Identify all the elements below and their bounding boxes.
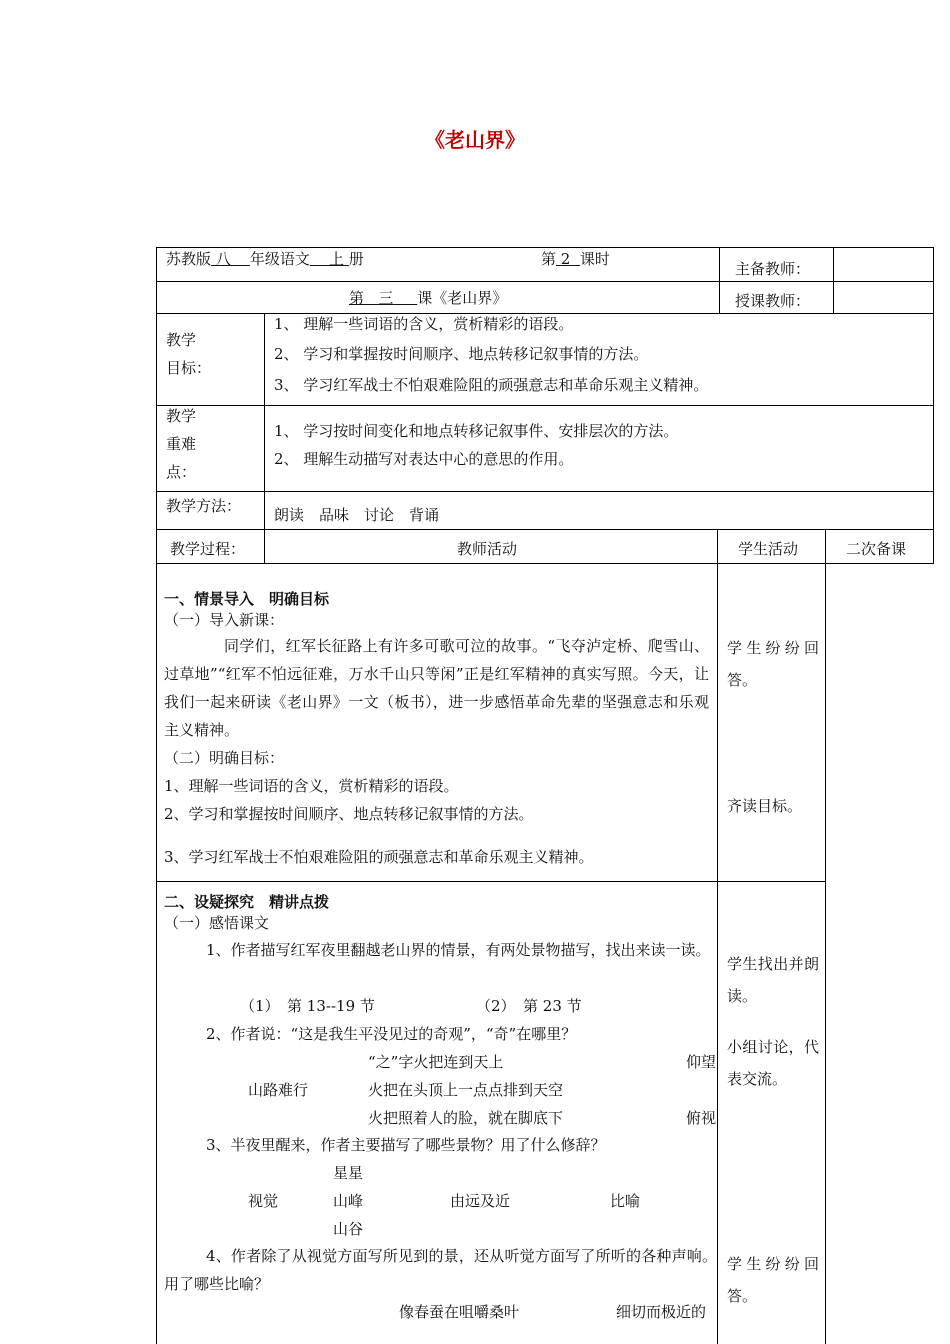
table-border (933, 247, 934, 563)
q3-item: 由远及近 (450, 1192, 511, 1210)
section2-sub1: （一）感悟课文 (164, 914, 270, 932)
section1-student-activity: 齐读目标。 (727, 797, 803, 815)
keypoints-label: 重难 (166, 435, 197, 453)
table-border (156, 491, 934, 492)
keypoints-label: 点： (166, 463, 197, 481)
q3-item: 视觉 (248, 1192, 279, 1210)
section1-intro: 同学们，红军长征路上有许多可歌可泣的故事。“飞夺泸定桥、爬雪山、过草地”“红军不怕远征难，万水千山只等闲”正是红军精神的真实写照。今天，让我们一起来研读《老山界》一文（板书），进一步感悟革命先辈的坚强意志和乐观主义精神。 (164, 637, 709, 739)
goals-label: 目标： (166, 359, 212, 377)
document-title: 《老山界》 (425, 128, 525, 152)
header-line (166, 249, 364, 269)
goals-label: 教学 (166, 331, 197, 349)
keypoint-item: 2、 理解生动描写对表达中心的意思的作用。 (274, 450, 574, 468)
table-border (156, 247, 157, 1344)
table-border (156, 281, 934, 282)
volume: 上 (328, 250, 344, 268)
table-border (264, 313, 265, 563)
grade-suffix: 年级语文 (249, 250, 310, 268)
goal-item: 3、 学习红军战士不怕艰难险阻的顽强意志和革命乐观主义精神。 (274, 376, 709, 394)
table-border (717, 529, 718, 1344)
teacher-label: 授课教师： (735, 292, 811, 310)
q4-desc: 细切而极近的 (616, 1303, 707, 1321)
second-prep-header: 二次备课 (846, 540, 907, 558)
q4-simile: 像春蚕在咀嚼桑叶 (399, 1303, 520, 1321)
section1-student-activity: 学生纷纷回答。 (727, 639, 819, 689)
q2-scene: “之”字火把连到天上 (368, 1053, 504, 1071)
goal-item: 2、 学习和掌握按时间顺序、地点转移记叙事情的方法。 (274, 345, 649, 363)
question-4: 4、作者除了从视觉方面写所见到的景，还从听觉方面写了所听的各种声响。用了哪些比喻？ (164, 1247, 717, 1293)
teacher-activity-header: 教师活动 (457, 540, 518, 558)
q1-answer: （1） 第 13--19 节 (240, 997, 375, 1015)
keypoint-item: 1、 学习按时间变化和地点转移记叙事件、安排层次的方法。 (274, 422, 679, 440)
lesson-line: 第 三 课《老山界》 (349, 289, 508, 307)
section1-sub2: （二）明确目标： (164, 749, 285, 767)
section2-student-activity: 学生找出并朗读。 (727, 955, 819, 1005)
table-border (156, 405, 934, 406)
q3-item: 比喻 (610, 1192, 641, 1210)
lead-teacher-label: 主备教师： (735, 260, 811, 278)
q2-path: 山路难行 (248, 1081, 309, 1099)
volume-suffix: 册 (348, 250, 364, 268)
session-line: 第 2 课时 (541, 250, 610, 268)
q3-item: 山峰 (333, 1192, 364, 1210)
q1-answer: （2） 第 23 节 (476, 997, 582, 1015)
publisher: 苏教版 (166, 250, 212, 268)
q2-look-down: 俯视 (686, 1109, 717, 1127)
process-label: 教学过程： (170, 540, 246, 558)
section1-goal: 2、学习和掌握按时间顺序、地点转移记叙事情的方法。 (164, 805, 534, 823)
keypoints-label: 教学 (166, 407, 197, 425)
methods-value: 朗读 品味 讨论 背诵 (274, 506, 440, 524)
question-3: 3、半夜里醒来，作者主要描写了哪些景物？用了什么修辞？ (206, 1136, 606, 1154)
q3-item: 山谷 (333, 1220, 364, 1238)
methods-label: 教学方法： (166, 497, 242, 515)
section1-heading: 一、情景导入 明确目标 (164, 590, 330, 608)
section2-heading: 二、设疑探究 精讲点拨 (164, 893, 330, 911)
question-1: 1、作者描写红军夜里翻越老山界的情景，有两处景物描写，找出来读一读。 (206, 941, 711, 959)
q3-item: 星星 (333, 1164, 364, 1182)
q2-scene: 火把在头顶上一点点排到天空 (368, 1081, 564, 1099)
section1-goal: 3、学习红军战士不怕艰难险阻的顽强意志和革命乐观主义精神。 (164, 848, 594, 866)
table-border (833, 247, 834, 313)
table-border (719, 247, 720, 313)
q2-look-up: 仰望 (686, 1053, 717, 1071)
grade: 八 (215, 250, 231, 268)
session-number: 2 (560, 250, 571, 268)
table-border (156, 529, 934, 530)
lesson-number: 三 (378, 289, 394, 307)
q2-scene: 火把照着人的脸，就在脚底下 (368, 1109, 564, 1127)
table-border (156, 881, 826, 882)
question-2: 2、作者说：“这是我生平没见过的奇观”，“奇”在哪里？ (206, 1025, 577, 1043)
student-activity-header: 学生活动 (738, 540, 799, 558)
table-border (825, 529, 826, 1344)
table-border (156, 247, 934, 248)
section2-student-activity: 学生纷纷回答。 (727, 1255, 819, 1305)
section1-goal: 1、理解一些词语的含义，赏析精彩的语段。 (164, 777, 459, 795)
section2-student-activity: 小组讨论，代表交流。 (727, 1038, 819, 1088)
section1-sub1: （一）导入新课： (164, 611, 285, 629)
table-border (156, 563, 934, 564)
goal-item: 1、 理解一些词语的含义，赏析精彩的语段。 (274, 315, 574, 333)
